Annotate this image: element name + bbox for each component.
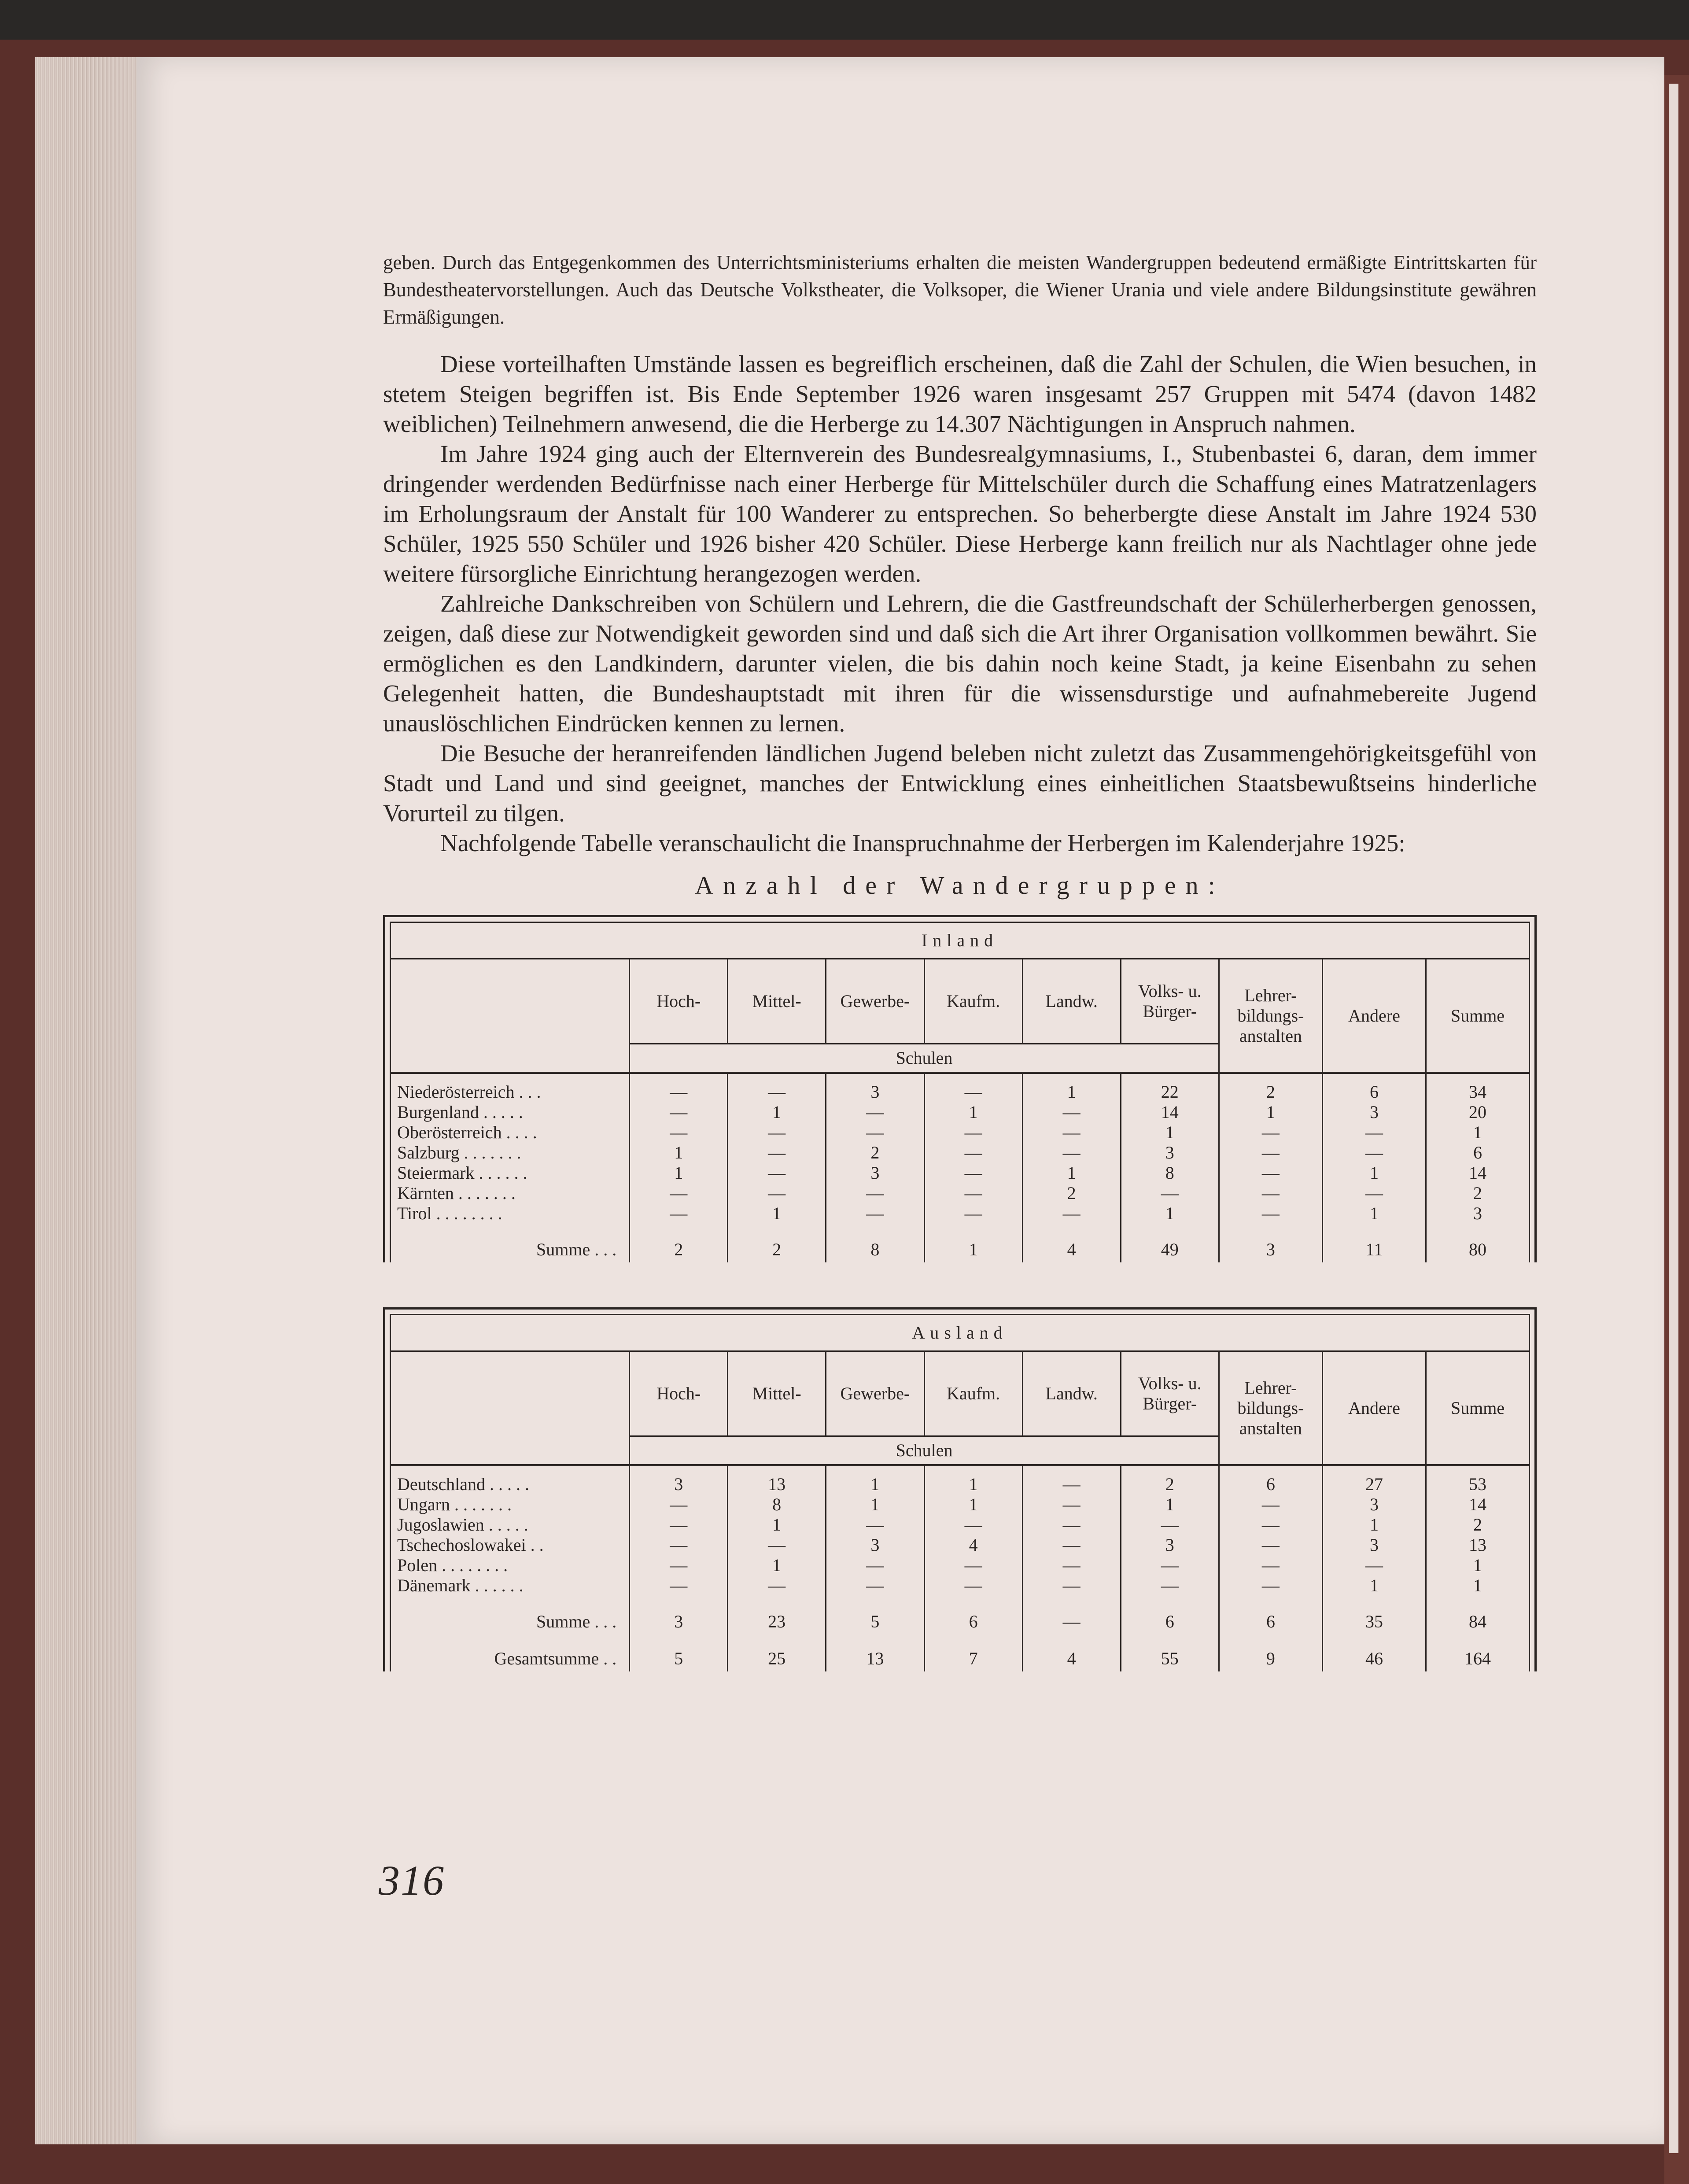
header-mittel: Mittel- xyxy=(728,1351,826,1436)
header-landw: Landw. xyxy=(1022,959,1121,1044)
row-label: Kärnten ....... xyxy=(397,1183,520,1203)
header-schulen: Schulen xyxy=(630,1436,1219,1465)
paragraph-6: Nachfolgende Tabelle veranschaulicht die Inanspruchnahme der Herbergen im Kalenderjahre 1925: xyxy=(440,830,1405,856)
row-label: Dänemark ...... xyxy=(397,1575,528,1595)
header-volks xyxy=(1121,1351,1219,1436)
header-volks xyxy=(1121,959,1219,1044)
table-row: Burgenland ..... — 1 — 1 — 14 1 3 20 xyxy=(391,1102,1530,1122)
table-row: Steiermark ...... 1 — 3 — 1 8 — 1 14 xyxy=(391,1163,1530,1183)
header-lehrer-line3: anstalten xyxy=(1239,1026,1302,1046)
paragraph-1: geben. Durch das Entgegenkommen des Unterrichtsministeriums erhalten die meisten Wandergruppen bedeutend ermäßigte Eintrittskarten für Bundestheatervorstellungen. Auch das Deutsche Volkstheater, die Volksoper, die Wiener Urania und viele andere Bildungsinstitute gewähren Ermäßigungen. xyxy=(383,251,1537,328)
row-label: Ungarn ....... xyxy=(397,1494,516,1514)
header-lehrer xyxy=(1219,1351,1322,1465)
header-hoch: Hoch- xyxy=(630,959,728,1044)
row-label: Oberösterreich .... xyxy=(397,1122,542,1142)
header-summe: Summe xyxy=(1426,959,1529,1072)
sum-label: Summe ... xyxy=(536,1612,621,1631)
table-row: Tschechoslowakei .. — — 3 4 — 3 — 3 13 xyxy=(391,1535,1530,1555)
header-gewerbe: Gewerbe- xyxy=(826,1351,924,1436)
page-number: 316 xyxy=(379,1857,445,1904)
row-label: Steiermark ...... xyxy=(397,1163,532,1183)
page-content xyxy=(383,249,1537,1671)
table-row: Jugoslawien ..... — 1 — — — — — 1 2 xyxy=(391,1515,1530,1535)
header-volks-line1: Volks- u. xyxy=(1138,981,1202,1001)
row-label: Polen ........ xyxy=(397,1555,513,1575)
row-label: Tirol ........ xyxy=(397,1203,507,1223)
header-mittel: Mittel- xyxy=(728,959,826,1044)
header-andere: Andere xyxy=(1323,1351,1426,1465)
table-row: Oberösterreich .... — — — — — 1 — — 1 xyxy=(391,1122,1530,1143)
adjacent-page-edge xyxy=(1669,84,1678,2153)
table-row: Salzburg ....... 1 — 2 — — 3 — — 6 xyxy=(391,1143,1530,1163)
page-edges xyxy=(35,57,138,2144)
header-summe: Summe xyxy=(1426,1351,1529,1465)
inland-sum-row: Summe ... 2 2 8 1 4 49 3 11 80 xyxy=(391,1237,1530,1262)
row-label: Burgenland ..... xyxy=(397,1102,527,1122)
inland-title: Inland xyxy=(391,922,1530,959)
paragraph-2: Diese vorteilhaften Umstände lassen es begreiflich erscheinen, daß die Zahl der Schulen, die Wien besuchen, in stetem Steigen begriffen ist. Bis Ende September 1926 waren insgesamt 257 Gruppen mit 5474 (davon 1482 weiblichen) Teilnehmern anwesend, die die Herberge zu 14.307 Nächtigungen in Anspruch nahmen. xyxy=(383,350,1537,437)
row-label: Niederösterreich ... xyxy=(397,1082,546,1102)
header-lehrer-line2: bildungs- xyxy=(1237,1398,1304,1418)
grand-total-row: Gesamtsumme .. 5 25 13 7 4 55 9 46 164 xyxy=(391,1646,1530,1671)
row-label: Tschechoslowakei .. xyxy=(397,1535,548,1555)
table-caption: Anzahl der Wandergruppen: xyxy=(695,871,1225,900)
header-kaufm: Kaufm. xyxy=(924,959,1022,1044)
header-lehrer-line2: bildungs- xyxy=(1237,1005,1304,1026)
header-schulen: Schulen xyxy=(630,1044,1219,1072)
table-row: Polen ........ — 1 — — — — — — 1 xyxy=(391,1555,1530,1575)
row-label: Deutschland ..... xyxy=(397,1474,534,1494)
inland-table xyxy=(390,922,1530,1262)
ausland-table-frame xyxy=(383,1307,1537,1671)
header-hoch: Hoch- xyxy=(630,1351,728,1436)
paragraph-5: Die Besuche der heranreifenden ländlichen Jugend beleben nicht zuletzt das Zusammengehörigkeitsgefühl von Stadt und Land und sind geeignet, manches der Entwicklung eines einheitlichen Staatsbewußtseins hinderliche Vorurteil zu tilgen. xyxy=(383,740,1537,826)
header-kaufm: Kaufm. xyxy=(924,1351,1022,1436)
header-lehrer-line3: anstalten xyxy=(1239,1418,1302,1438)
ausland-title: Ausland xyxy=(391,1315,1530,1351)
header-volks-line2: Bürger- xyxy=(1143,1394,1197,1413)
header-volks-line2: Bürger- xyxy=(1143,1001,1197,1021)
total-label: Gesamtsumme .. xyxy=(494,1649,621,1668)
header-landw: Landw. xyxy=(1022,1351,1121,1436)
table-row: Dänemark ...... — — — — — — — 1 1 xyxy=(391,1575,1530,1596)
table-row: Kärnten ....... — — — — 2 — — — 2 xyxy=(391,1183,1530,1203)
header-andere: Andere xyxy=(1323,959,1426,1072)
header-gewerbe: Gewerbe- xyxy=(826,959,924,1044)
paragraph-3: Im Jahre 1924 ging auch der Elternverein des Bundesrealgymnasiums, I., Stubenbastei 6, daran, dem immer dringender werdenden Bedürfnisse nach einer Herberge für Mittelschüler durch die Schaffung eines Matratzenlagers im Erholungsraum der Anstalt für 100 Wanderer zu entsprechen. So beherbergte diese Anstalt im Jahre 1924 530 Schüler, 1925 550 Schüler und 1926 bisher 420 Schüler. Diese Herberge kann freilich nur als Nachtlager ohne jede weitere fürsorgliche Einrichtung herangezogen werden. xyxy=(383,440,1537,587)
region-header-cell xyxy=(391,959,630,1072)
header-lehrer xyxy=(1219,959,1322,1072)
row-label: Salzburg ....... xyxy=(397,1143,526,1162)
header-lehrer-line1: Lehrer- xyxy=(1244,1377,1297,1398)
table-row: Niederösterreich ... — — 3 — 1 22 2 6 34 xyxy=(391,1082,1530,1102)
ausland-table xyxy=(390,1314,1530,1671)
table-row: Ungarn ....... — 8 1 1 — 1 — 3 14 xyxy=(391,1494,1530,1515)
table-row: Deutschland ..... 3 13 1 1 — 2 6 27 53 xyxy=(391,1474,1530,1494)
inland-table-frame xyxy=(383,915,1537,1262)
header-lehrer-line1: Lehrer- xyxy=(1244,985,1297,1005)
ausland-sum-row: Summe ... 3 23 5 6 — 6 6 35 84 xyxy=(391,1609,1530,1634)
row-label: Jugoslawien ..... xyxy=(397,1515,533,1535)
paragraph-4: Zahlreiche Dankschreiben von Schülern und Lehrern, die die Gastfreundschaft der Schülerherbergen genossen, zeigen, daß diese zur Notwendigkeit geworden sind und daß sich die Art ihrer Organisation vollkommen bewährt. Sie ermöglichen es den Landkindern, darunter vielen, die bis dahin noch keine Stadt, ja keine Eisenbahn zu sehen Gelegenheit hatten, die Bundeshauptstadt mit ihren für die wissensdurstige und aufnahmebereite Jugend unauslöschlichen Eindrücken kennen zu lernen. xyxy=(383,590,1537,737)
region-header-cell xyxy=(391,1351,630,1465)
table-row: Tirol ........ — 1 — — — 1 — 1 3 xyxy=(391,1203,1530,1224)
header-volks-line1: Volks- u. xyxy=(1138,1373,1202,1393)
sum-label: Summe ... xyxy=(536,1240,621,1259)
